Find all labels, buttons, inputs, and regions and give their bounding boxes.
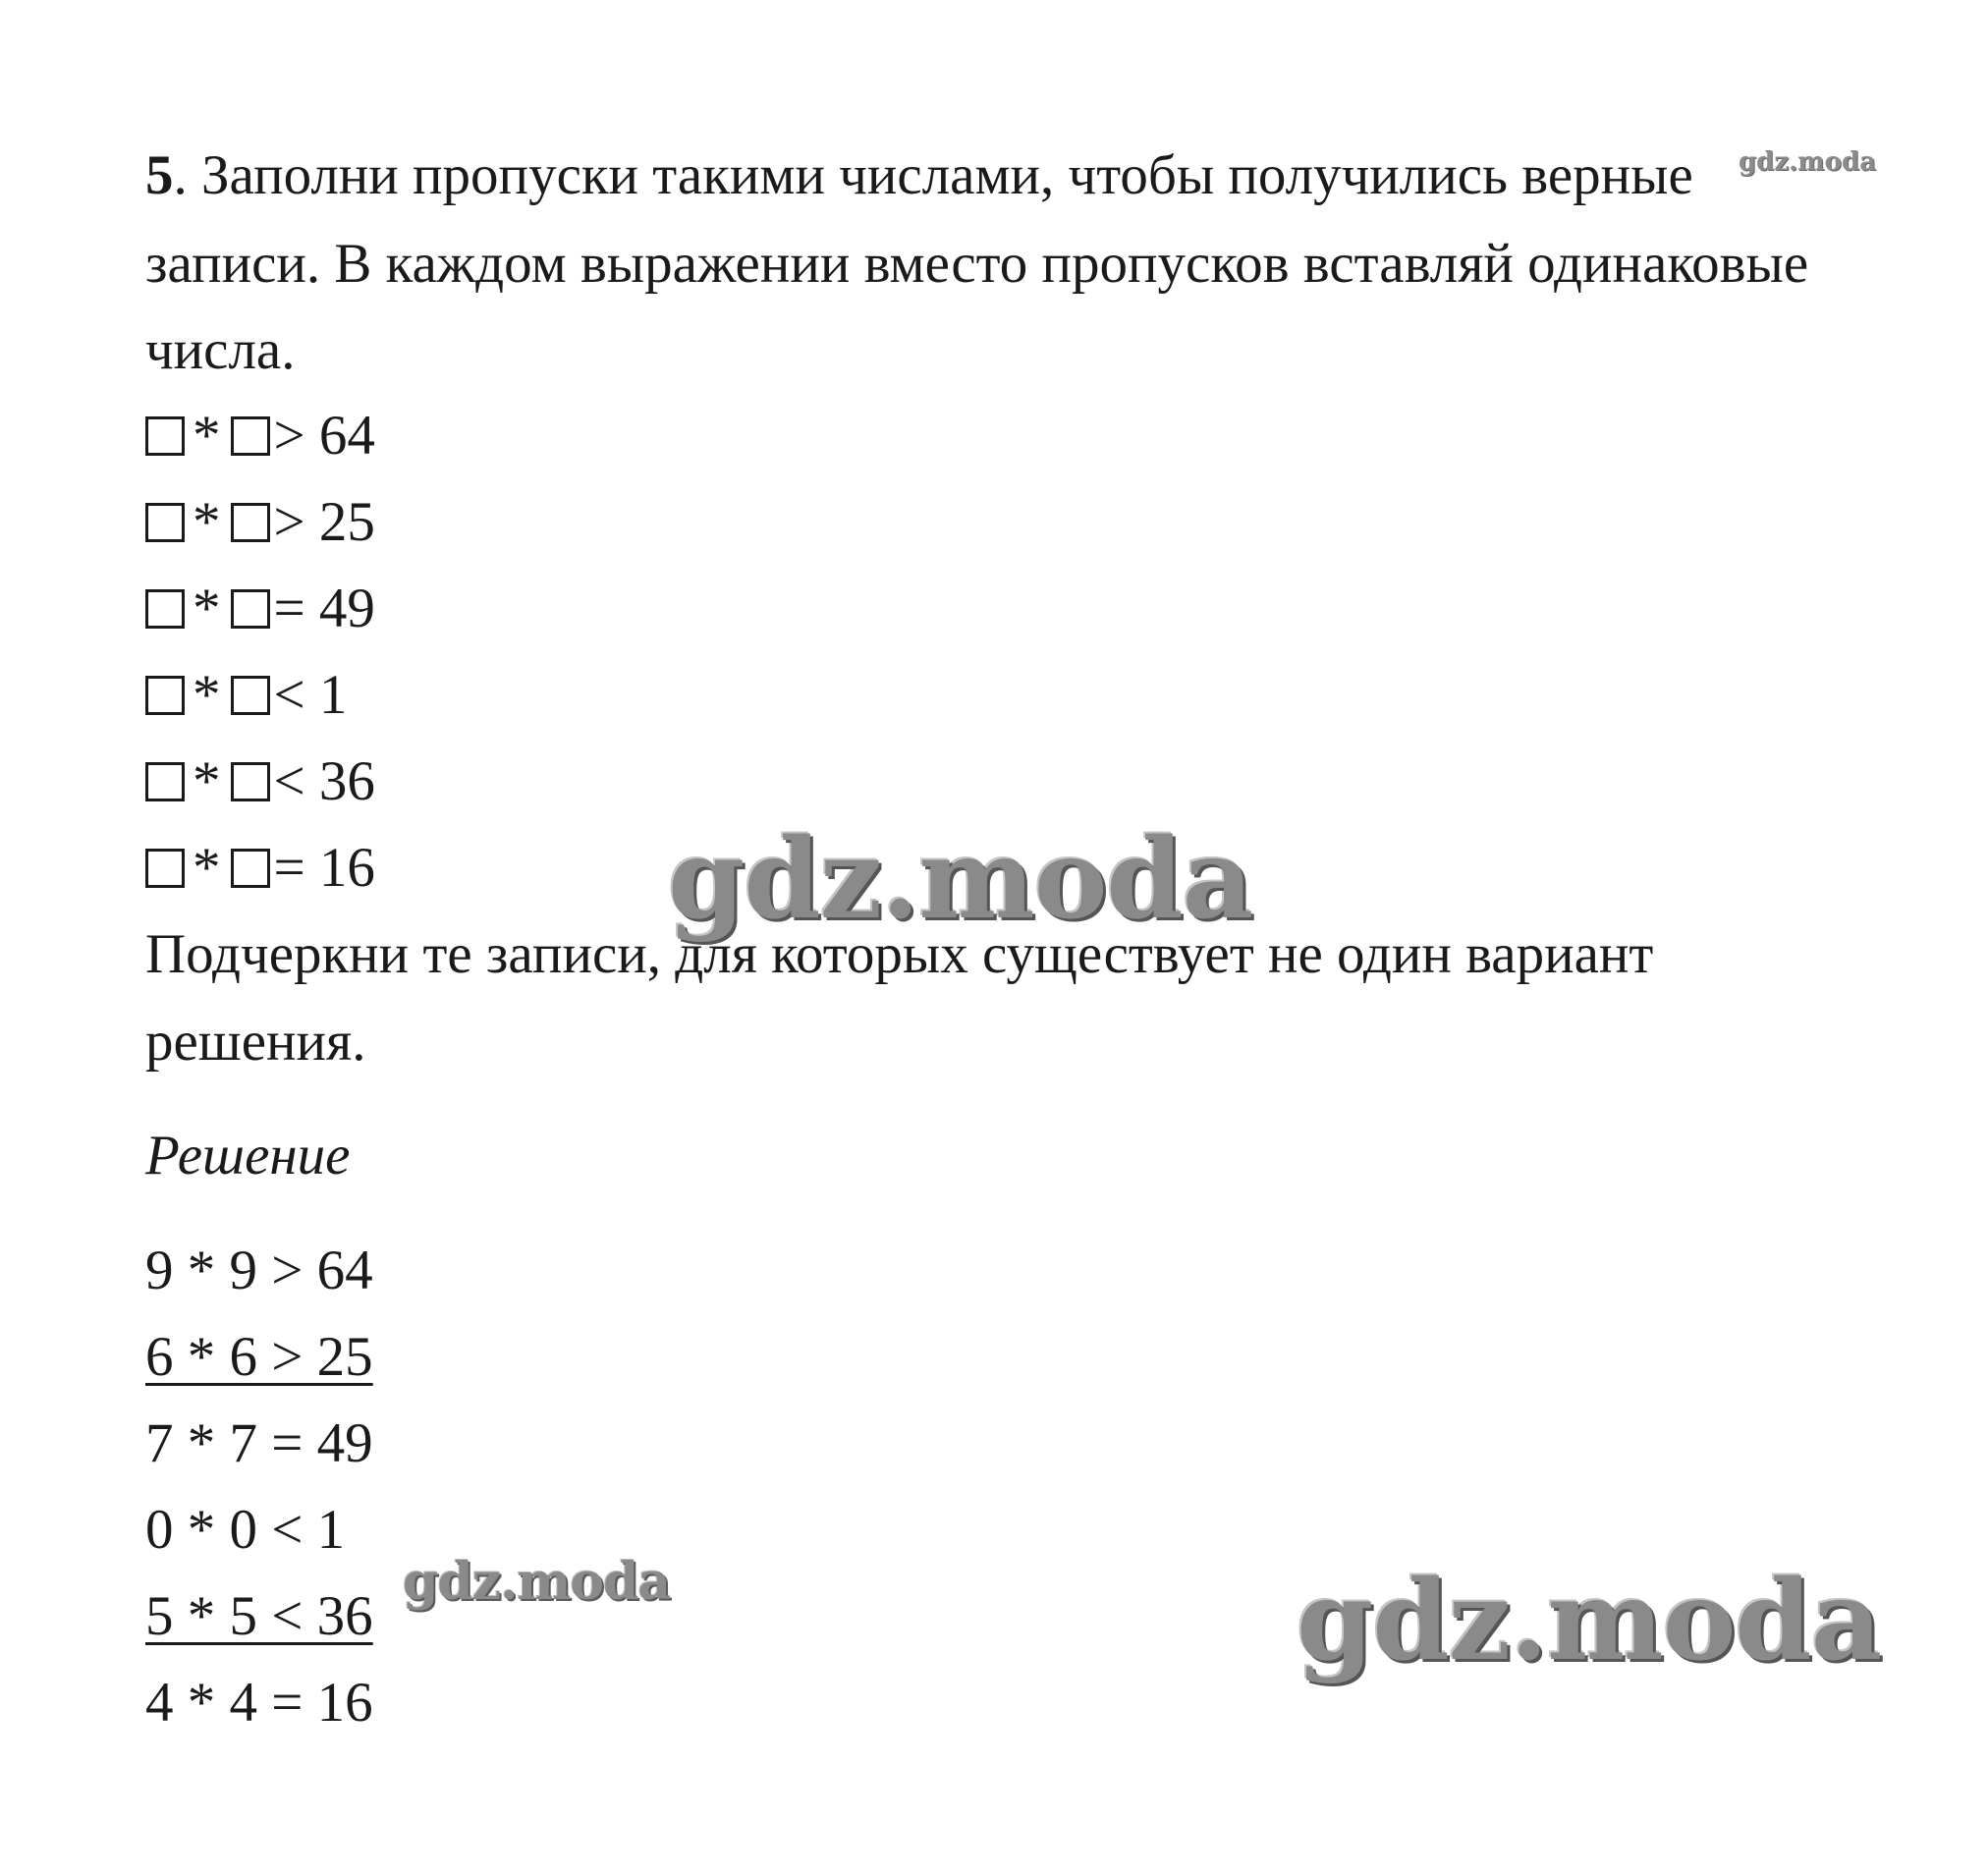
watermark-logo: gdz.moda [1739,147,1877,177]
relation: > 25 [273,491,375,553]
blank-box [145,416,185,456]
blank-box [145,589,185,629]
instruction-line-2: решения. [145,1011,366,1073]
expression-row [145,491,375,553]
task-statement-line-2: записи. В каждом выражении вместо пропусков вставляй одинаковые [145,233,1809,295]
solution-line-underlined: 5 * 5 < 36 [145,1585,373,1647]
expression-row [145,837,375,899]
blank-box [231,589,270,629]
watermark-logo: gdz.moda [668,815,1253,944]
watermark-logo: gdz.moda [403,1552,671,1612]
expression-row [145,578,375,639]
blank-box [231,503,270,542]
operator: * [193,664,221,726]
solution-line: 7 * 7 = 49 [145,1412,373,1474]
operator: * [193,491,221,553]
solution-line: 9 * 9 > 64 [145,1240,373,1301]
blank-box [231,676,270,715]
solution-line: 4 * 4 = 16 [145,1672,373,1734]
blank-box [145,676,185,715]
relation: < 36 [273,750,375,812]
blank-box [145,849,185,888]
operator: * [193,837,221,899]
solution-heading: Решение [145,1125,351,1186]
watermark-logo: gdz.moda [1297,1557,1882,1685]
instruction-line-1: Подчеркни те записи, для которых существует не один вариант [145,923,1654,985]
expression-row [145,405,375,467]
operator: * [193,405,221,467]
blank-box [231,416,270,456]
task-number: 5 [145,144,174,206]
operator: * [193,578,221,639]
task-statement-line-3: числа. [145,319,296,381]
task-text-line-1: . Заполни пропуски такими числами, чтобы получились верные [173,144,1693,206]
blank-box [145,503,185,542]
blank-box [231,849,270,888]
task-statement-line-1 [145,144,1693,206]
relation: > 64 [273,405,375,467]
expression-row [145,664,348,726]
solution-line-underlined: 6 * 6 > 25 [145,1326,373,1388]
relation: = 16 [273,837,375,899]
expression-row [145,750,375,812]
relation: < 1 [273,664,348,726]
blank-box [145,762,185,801]
relation: = 49 [273,578,375,639]
blank-box [231,762,270,801]
operator: * [193,750,221,812]
solution-line: 0 * 0 < 1 [145,1499,346,1561]
